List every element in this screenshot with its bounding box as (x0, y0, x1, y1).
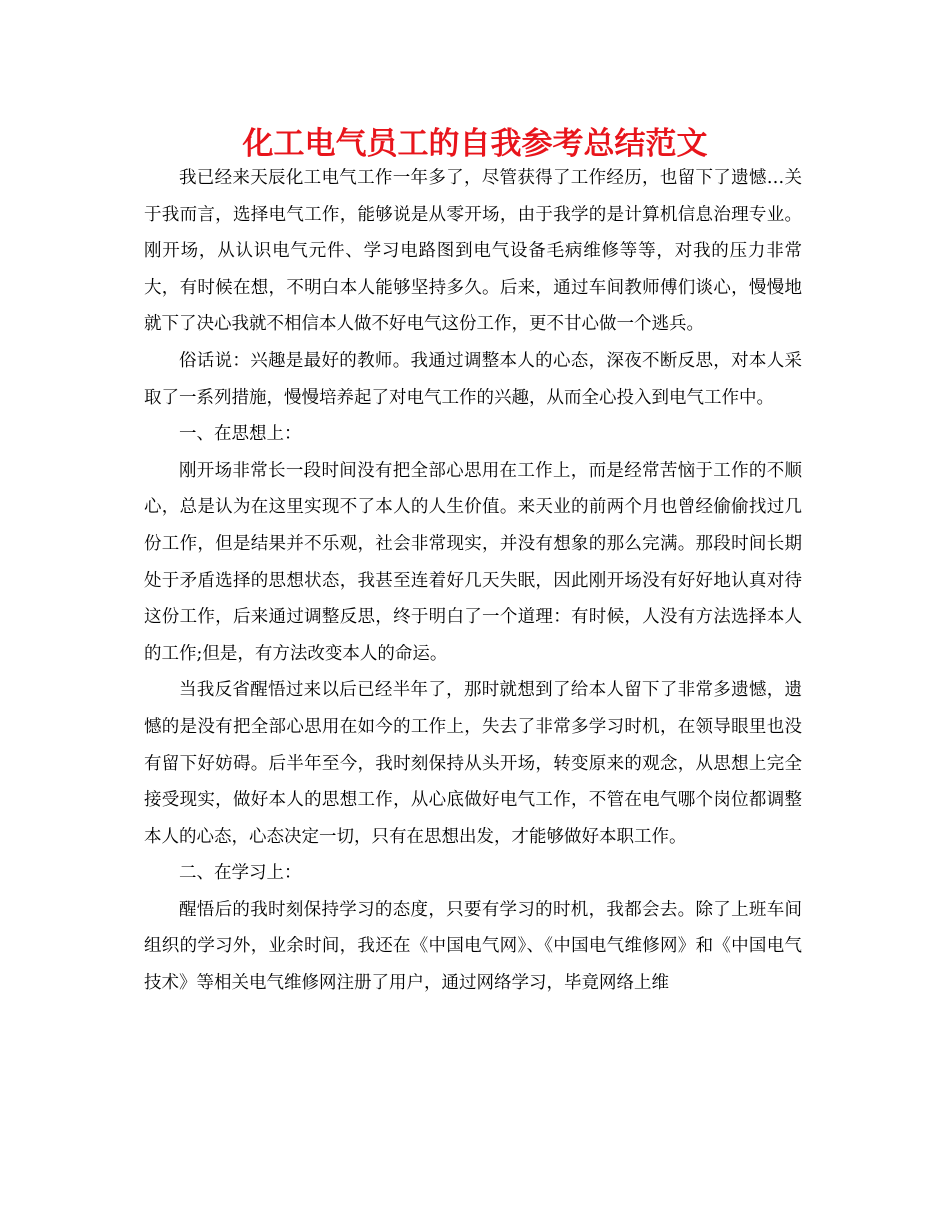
paragraph-thought-1: 刚开场非常长一段时间没有把全部心思用在工作上，而是经常苦恼于工作的不顺心，总是认为在这里实现不了本人的人生价值。来天业的前两个月也曾经偷偷找过几份工作，但是结果并不乐观，社会非常现实，并没有想象的那么完满。那段时间长期处于矛盾选择的思想状态，我甚至连着好几天失眠，因此刚开场没有好好地认真对待这份工作，后来通过调整反思，终于明白了一个道理：有时候，人没有方法选择本人的工作;但是，有方法改变本人的命运。 (144, 460, 802, 664)
paragraph-thought-2: 当我反省醒悟过来以后已经半年了，那时就想到了给本人留下了非常多遗憾，遗憾的是没有把全部心思用在如今的工作上，失去了非常多学习时机，在领导眼里也没有留下好妨碍。后半年至今，我时刻保持从头开场，转变原来的观念，从思想上完全接受现实，做好本人的思想工作，从心底做好电气工作，不管在电气哪个岗位都调整本人的心态，心态决定一切，只有在思想出发，才能够做好本职工作。 (144, 680, 802, 847)
paragraph-intro: 我已经来天辰化工电气工作一年多了，尽管获得了工作经历，也留下了遗憾…关于我而言，选择电气工作，能够说是从零开场，由于我学的是计算机信息治理专业。刚开场，从认识电气元件、学习电路图到电气设备毛病维修等等，对我的压力非常大，有时候在想，不明白本人能够坚持多久。后来，通过车间教师傅们谈心，慢慢地就下了决心我就不相信本人做不好电气这份工作，更不甘心做一个逃兵。 (144, 168, 802, 335)
document-title: 化工电气员工的自我参考总结范文 (242, 126, 708, 162)
paragraph-study-1: 醒悟后的我时刻保持学习的态度，只要有学习的时机，我都会去。除了上班车间组织的学习外，业余时间，我还在《中国电气网》、《中国电气维修网》和《中国电气技术》等相关电气维修网注册了用户，通过网络学习，毕竟网络上维 (144, 899, 802, 994)
document-body (144, 160, 802, 1002)
paragraph-interest: 俗话说：兴趣是最好的教师。我通过调整本人的心态，深夜不断反思，对本人采取了一系列措施，慢慢培养起了对电气工作的兴趣，从而全心投入到电气工作中。 (144, 350, 802, 408)
section-heading-study: 二、在学习上： (179, 863, 302, 884)
section-heading-thought: 一、在思想上： (179, 424, 302, 445)
